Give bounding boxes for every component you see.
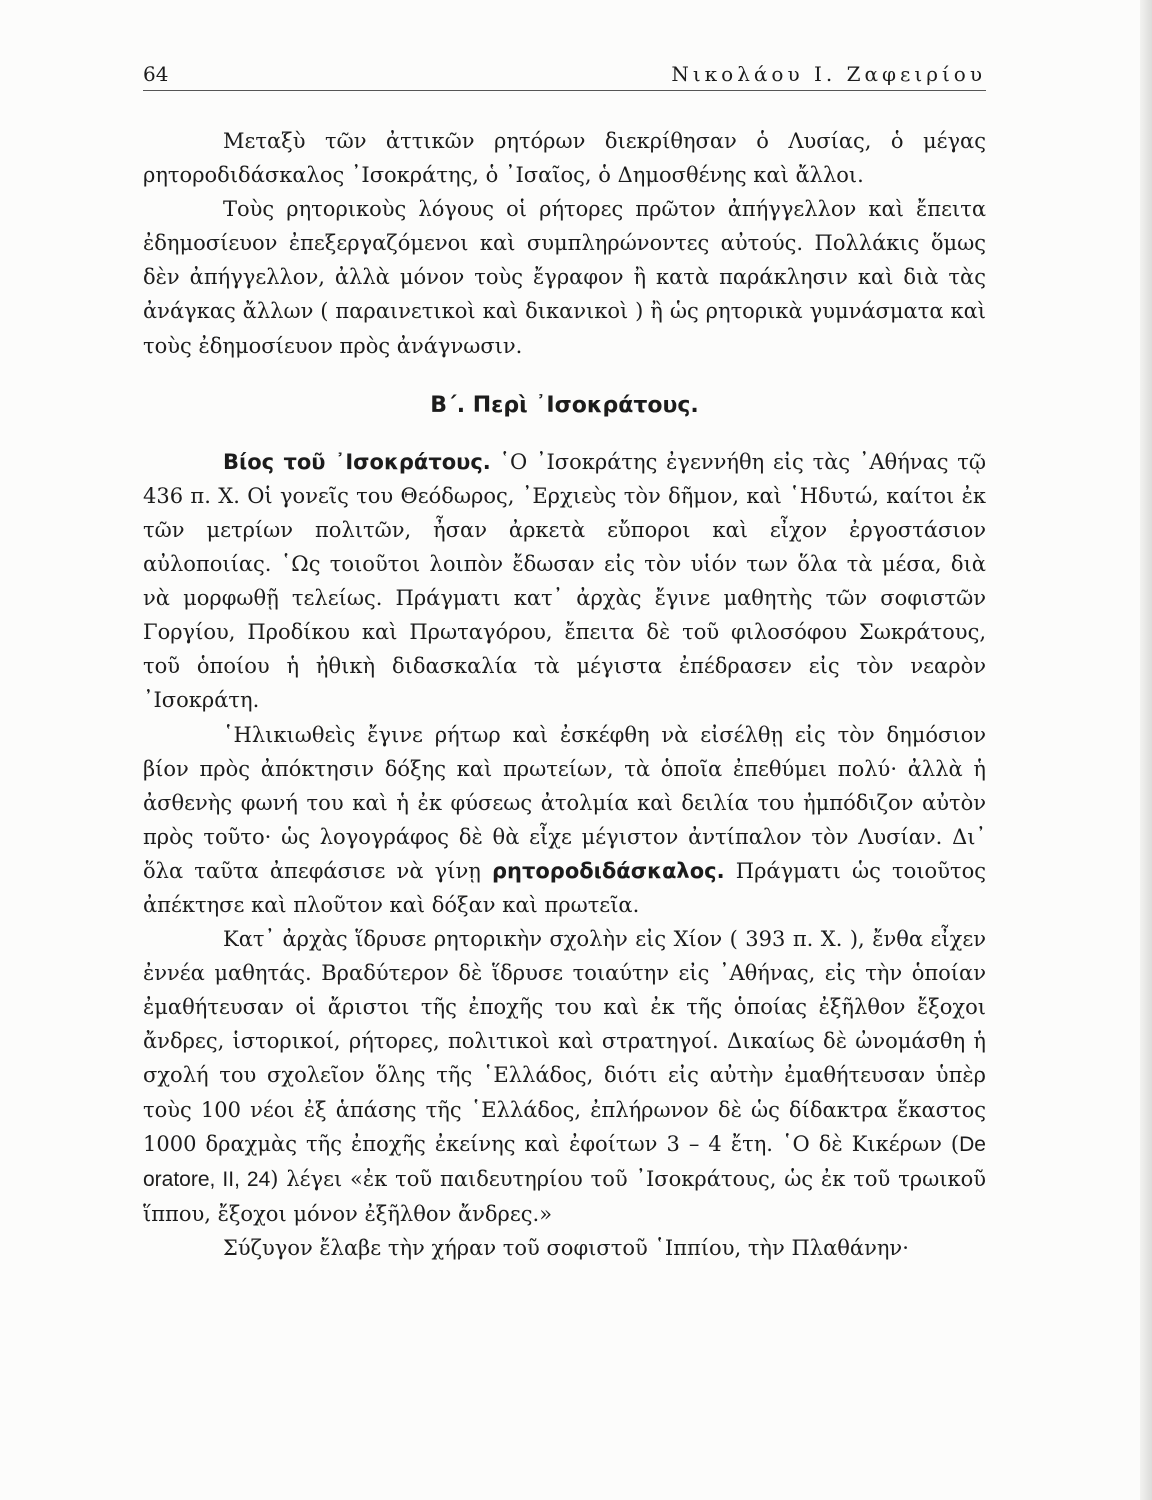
running-title: Νικολάου Ι. Ζαφειρίου bbox=[671, 62, 986, 86]
page-edge-shadow bbox=[1140, 0, 1152, 1500]
career-bold-term: ρητοροδιδάσκαλος. bbox=[491, 858, 725, 883]
career-text-before: ῾Ηλικιωθεὶς ἔγινε ρήτωρ καὶ ἐσκέφθη νὰ εἰσέλθῃ εἰς τὸν δημόσιον βίον πρὸς ἀπόκτησιν δόξης καὶ πρωτείων, τὰ ὁποῖα ἐπεθύμει πολύ· ἀλλὰ ἡ ἀσθενὴς φωνή του καὶ ἡ ἐκ φύσεως ἀτολμία καὶ δειλία του ἠμπόδιζον αὐτὸν πρὸς τοῦτο· ὡς λογογράφος δὲ θὰ εἶχε μέγιστον ἀντίπαλον τὸν Λυσίαν. Δι᾿ ὅλα ταῦτα ἀπεφάσισε νὰ γίνῃ bbox=[143, 722, 986, 883]
body-text bbox=[143, 124, 986, 1265]
paragraph-spouse: Σύζυγον ἔλαβε τὴν χήραν τοῦ σοφιστοῦ ῾Ιππίου, τὴν Πλαθάνην· bbox=[223, 1235, 909, 1260]
paragraph-orators: Μεταξὺ τῶν ἀττικῶν ρητόρων διεκρίθησαν ὁ Λυσίας, ὁ μέγας ρητοροδιδάσκαλος ᾿Ισοκράτης, ὁ ᾿Ισαῖος, ὁ Δημοσθένης καὶ ἄλλοι. bbox=[143, 129, 986, 188]
school-text-after: ) λέγει «ἐκ τοῦ παιδευτηρίου τοῦ ᾿Ισοκράτους, ὡς ἐκ τοῦ τρωικοῦ ἵππου, ἔξοχοι μόνον ἐξῆλθον ἄνδρες.» bbox=[143, 1166, 986, 1226]
page-header bbox=[143, 60, 986, 91]
paragraph-speeches: Τοὺς ρητορικοὺς λόγους οἱ ρήτορες πρῶτον ἀπήγγελλον καὶ ἔπειτα ἐδημοσίευον ἐπεξεργαζόμενοι καὶ συμπληρώνοντες αὐτούς. Πολλάκις ὅμως δὲν ἀπήγγελλον, ἀλλὰ μόνον τοὺς ἔγραφον ἢ κατὰ παράκλησιν καὶ διὰ τὰς ἀνάγκας ἄλλων ( παραινετικοὶ καὶ δικανικοὶ ) ἢ ὡς ρητορικὰ γυμνάσματα καὶ τοὺς ἐδημοσίευον πρὸς ἀνάγνωσιν. bbox=[143, 197, 986, 358]
section-heading: Β΄. Περὶ ᾿Ισοκράτους. bbox=[430, 392, 699, 418]
paragraph-school bbox=[143, 922, 986, 1231]
paragraph-career bbox=[143, 718, 986, 923]
school-text-before: Κατ᾿ ἀρχὰς ἵδρυσε ρητορικὴν σχολὴν εἰς Χίον ( 393 π. Χ. ), ἔνθα εἶχεν ἐννέα μαθητάς. Βραδύτερον δὲ ἵδρυσε τοιαύτην εἰς ᾿Αθήνας, εἰς τὴν ὁποίαν ἐμαθήτευσαν οἱ ἄριστοι τῆς ἐποχῆς του καὶ ἐκ τῆς ὁποίας ἐξῆλθον ἔξοχοι ἄνδρες, ἱστορικοί, ρήτορες, πολιτικοὶ καὶ στρατηγοί. Δικαίως δὲ ὠνομάσθη ἡ σχολή του σχολεῖον ὅλης τῆς ῾Ελλάδος, διότι εἰς αὐτὴν ἐμαθήτευσαν ὑπὲρ τοὺς 100 νέοι ἐξ ἁπάσης τῆς ῾Ελλάδος, ἐπλήρωνον δὲ ὡς δίδακτρα ἕκαστος 1000 δραχμὰς τῆς ἐποχῆς ἐκείνης καὶ ἐφοίτων 3 – 4 ἔτη. ῾Ο δὲ Κικέρων ( bbox=[143, 927, 986, 1156]
page-number: 64 bbox=[143, 62, 169, 86]
paragraph-bios bbox=[143, 445, 986, 718]
bios-text: ῾Ο ᾿Ισοκράτης ἐγεννήθη εἰς τὰς ᾿Αθήνας τῷ 436 π. Χ. Οἱ γονεῖς του Θεόδωρος, ᾿Ερχιεὺς τὸν δῆμον, καὶ ῾Ηδυτώ, καίτοι ἐκ τῶν μετρίων πολιτῶν, ἦσαν ἀρκετὰ εὔποροι καὶ εἶχον ἐργοστάσιον αὐλοποιίας. ῾Ως τοιοῦτοι λοιπὸν ἔδωσαν εἰς τὸν υἱόν των ὅλα τὰ μέσα, διὰ νὰ μορφωθῇ τελείως. Πράγματι κατ᾿ ἀρχὰς ἔγινε μαθητὴς τῶν σοφιστῶν Γοργίου, Προδίκου καὶ Πρωταγόρου, ἔπειτα δὲ τοῦ φιλοσόφου Σωκράτους, τοῦ ὁποίου ἡ ἠθικὴ διδασκαλία τὰ μέγιστα ἐπέδρασεν εἰς τὸν νεαρὸν ᾿Ισοκράτη. bbox=[143, 449, 986, 713]
bios-lead: Βίος τοῦ ᾿Ισοκράτους. bbox=[223, 449, 491, 474]
cicero-citation: De oratore, II, 24 bbox=[143, 1132, 986, 1191]
career-text-after: Πράγματι ὡς τοιοῦτος ἀπέκτησε καὶ πλοῦτον καὶ δόξαν καὶ πρωτεῖα. bbox=[143, 858, 986, 917]
